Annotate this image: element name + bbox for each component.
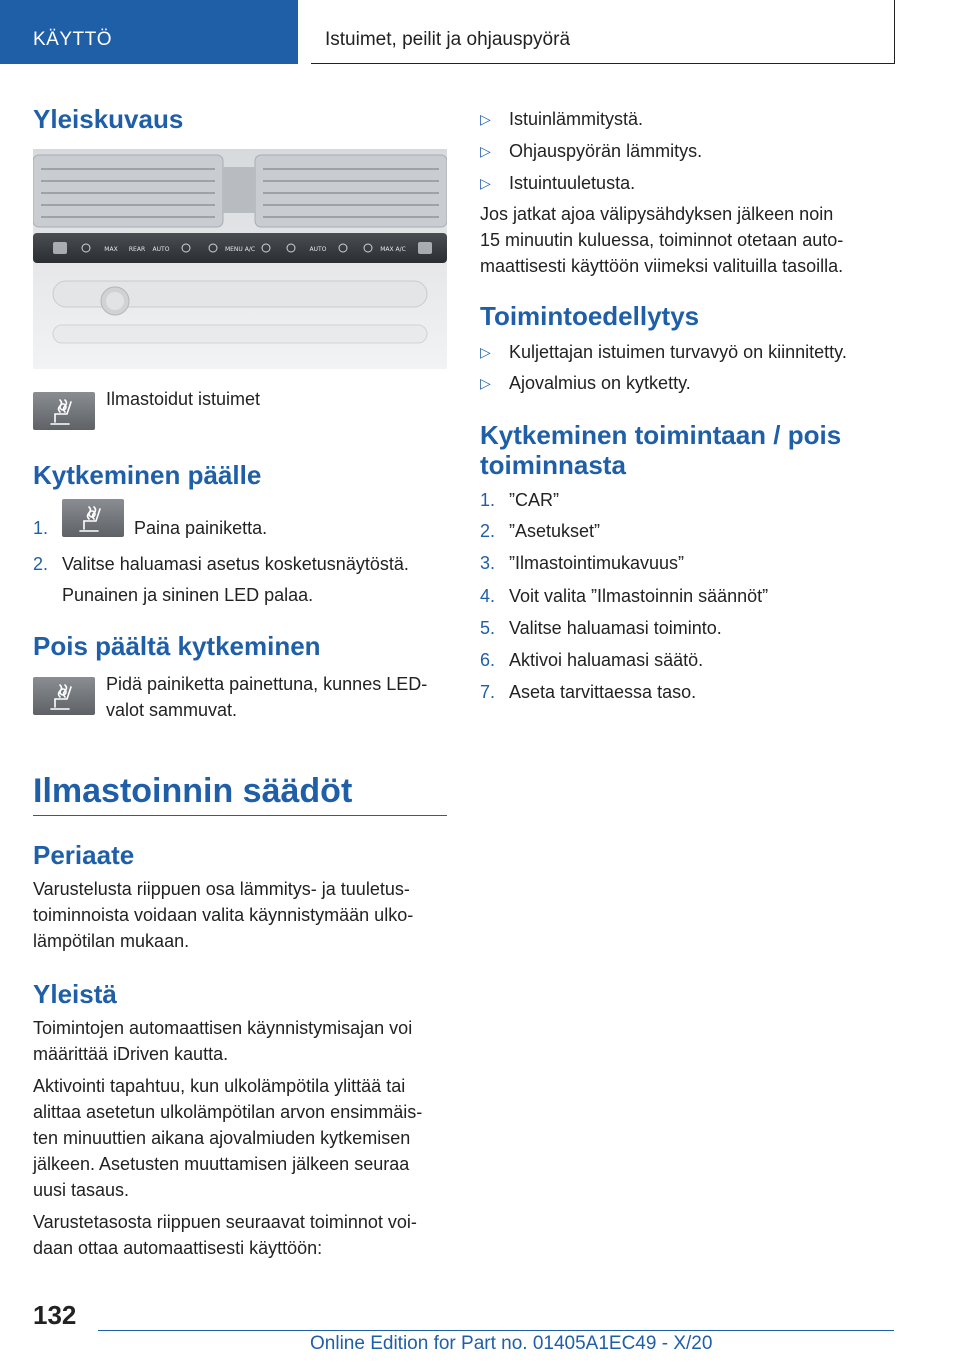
switch-on-step-1-text: Paina painiketta. <box>134 518 268 538</box>
general-p2-line-4: jälkeen. Asetusten muuttamisen jälkeen seuraa <box>33 1154 410 1174</box>
toggle-step-2-number: 2. <box>480 521 496 541</box>
bullet-triangle-icon: ▷ <box>480 111 491 127</box>
auto-function-bullet-1: Istuinlämmitystä. <box>509 109 644 129</box>
bullet-triangle-icon: ▷ <box>480 143 491 159</box>
switch-on-heading: Kytkeminen päälle <box>33 460 262 490</box>
general-heading: Yleistä <box>33 979 117 1009</box>
general-p1-line-2: määrittää iDriven kautta. <box>33 1044 229 1064</box>
footer-divider <box>98 1330 894 1331</box>
principle-line-3: lämpötilan mukaan. <box>33 931 190 951</box>
bullet-triangle-icon: ▷ <box>480 175 491 191</box>
toggle-heading-line-1: Kytkeminen toimintaan / pois <box>480 420 842 450</box>
seat-ventilation-label: Ilmastoidut istuimet <box>106 389 261 409</box>
toggle-step-4-text: Voit valita ”Ilmastoinnin säännöt” <box>509 586 769 606</box>
general-p2-line-2: alittaa asetetun ulkolämpötilan arvon ensimmäis- <box>33 1102 423 1122</box>
photo-button-rear: REAR <box>128 246 146 253</box>
toggle-step-5-text: Valitse haluamasi toiminto. <box>509 618 722 638</box>
switch-on-step-2-number: 2. <box>33 554 49 574</box>
toggle-step-7-text: Aseta tarvittaessa taso. <box>509 682 697 702</box>
header-section-label: KÄYTTÖ <box>33 29 113 50</box>
toggle-step-6-number: 6. <box>480 650 496 670</box>
photo-button-auto-left: AUTO <box>152 246 170 253</box>
switch-off-text-line-2: valot sammuvat. <box>106 700 238 720</box>
header-chapter-tab <box>311 0 895 64</box>
header-section-tab <box>0 0 298 64</box>
climate-panel-photo <box>33 149 447 369</box>
toggle-heading-line-2: toiminnasta <box>480 450 626 480</box>
switch-on-note: Punainen ja sininen LED palaa. <box>62 585 314 605</box>
general-p2-line-1: Aktivointi tapahtuu, kun ulkolämpötila ylittää tai <box>33 1076 406 1096</box>
prerequisite-heading: Toimintoedellytys <box>480 301 700 331</box>
prerequisite-bullet-1: Kuljettajan istuimen turvavyö on kiinnitetty. <box>509 342 847 362</box>
general-p3-line-2: daan ottaa automaattisesti käyttöön: <box>33 1238 323 1258</box>
resume-para-line-1: Jos jatkat ajoa välipysähdyksen jälkeen noin <box>480 204 834 224</box>
climate-panel-illustration <box>33 149 447 369</box>
prerequisite-bullet-2: Ajovalmius on kytketty. <box>509 373 691 393</box>
principle-line-2: toiminnoista voidaan valita käynnistymään ulko- <box>33 905 414 925</box>
photo-button-max: MAX <box>104 246 118 253</box>
climate-settings-heading: Ilmastoinnin säädöt <box>33 772 353 810</box>
toggle-step-3-text: ”Ilmastointimukavuus” <box>509 553 685 573</box>
seat-ventilation-button-icon <box>62 499 124 537</box>
photo-button-menu-ac: MENU A/C <box>224 246 256 253</box>
seat-ventilation-button-icon <box>33 677 95 715</box>
photo-button-auto-right: AUTO <box>309 246 327 253</box>
seat-ventilation-button-icon <box>33 392 95 430</box>
resume-para-line-3: maattisesti käyttöön viimeksi valituilla tasoilla. <box>480 256 844 276</box>
section-divider <box>33 815 447 816</box>
toggle-step-5-number: 5. <box>480 618 496 638</box>
auto-function-bullet-3: Istuintuuletusta. <box>509 173 636 193</box>
toggle-step-2-text: ”Asetukset” <box>509 521 601 541</box>
page-number: 132 <box>33 1300 77 1330</box>
bullet-triangle-icon: ▷ <box>480 375 491 391</box>
header-chapter-label: Istuimet, peilit ja ohjauspyörä <box>325 29 571 50</box>
general-p3-line-1: Varustetasosta riippuen seuraavat toiminnot voi- <box>33 1212 417 1232</box>
toggle-step-1-number: 1. <box>480 490 496 510</box>
switch-on-step-2-text: Valitse haluamasi asetus kosketusnäytöstä. <box>62 554 409 574</box>
switch-on-step-1-number: 1. <box>33 518 49 538</box>
general-p2-line-3: ten minuuttien aikana ajovalmiuden kytkemisen <box>33 1128 411 1148</box>
photo-button-max-ac: MAX A/C <box>380 246 406 253</box>
principle-line-1: Varustelusta riippuen osa lämmitys- ja tuuletus- <box>33 879 410 899</box>
overview-heading: Yleiskuvaus <box>33 104 184 134</box>
switch-off-text-line-1: Pidä painiketta painettuna, kunnes LED- <box>106 674 428 694</box>
toggle-step-6-text: Aktivoi haluamasi säätö. <box>509 650 704 670</box>
resume-para-line-2: 15 minuutin kuluessa, toiminnot otetaan auto- <box>480 230 844 250</box>
toggle-step-1-text: ”CAR” <box>509 490 559 510</box>
principle-heading: Periaate <box>33 840 135 870</box>
toggle-step-7-number: 7. <box>480 682 496 702</box>
footer-edition-text: Online Edition for Part no. 01405A1EC49 - X/20 <box>310 1333 713 1354</box>
bullet-triangle-icon: ▷ <box>480 344 491 360</box>
general-p1-line-1: Toimintojen automaattisen käynnistymisajan voi <box>33 1018 413 1038</box>
switch-off-heading: Pois päältä kytkeminen <box>33 631 321 661</box>
toggle-step-4-number: 4. <box>480 586 496 606</box>
toggle-step-3-number: 3. <box>480 553 496 573</box>
general-p2-line-5: uusi tasaus. <box>33 1180 130 1200</box>
auto-function-bullet-2: Ohjauspyörän lämmitys. <box>509 141 703 161</box>
